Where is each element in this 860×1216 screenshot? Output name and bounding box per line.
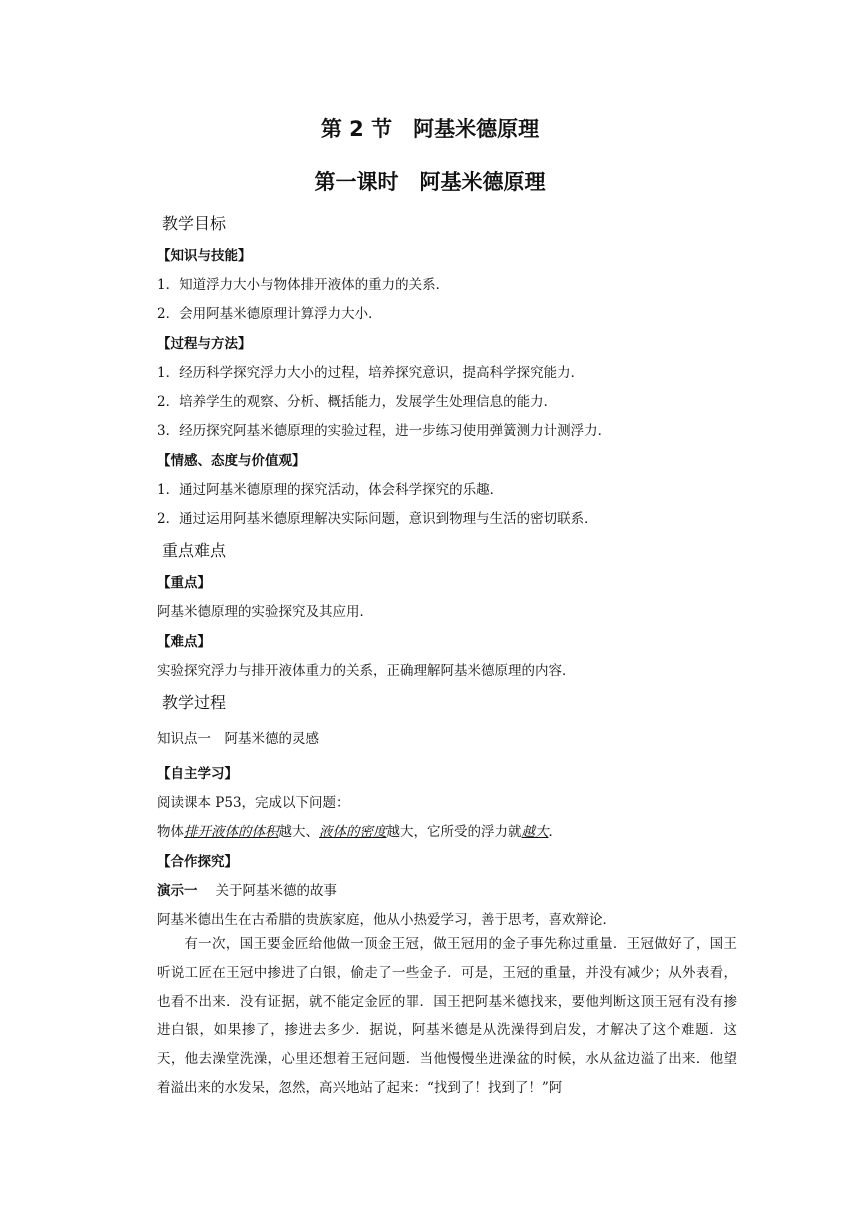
question-text: 越大、 (278, 824, 319, 840)
demo-label: 演示一 (157, 883, 198, 899)
story-paragraph-2 (157, 930, 737, 1103)
knowledge-point-heading: 知识点一 阿基米德的灵感 (157, 731, 319, 747)
list-item: 2．会用阿基米德原理计算浮力大小． (157, 306, 382, 322)
list-item: 1．经历科学探究浮力大小的过程，培养探究意识，提高科学探究能力． (157, 365, 585, 381)
self-study-intro: 阅读课本 P53，完成以下问题： (157, 795, 350, 811)
story-paragraph-2-text: 有一次，国王要金匠给他做一顶金王冠，做王冠用的金子事先称过重量．王冠做好了，国王听说工匠在王冠中掺进了白银，偷走了一些金子．可是，王冠的重量，并没有减少；从外表看，也看不出来．没有证据，就不能定金匠的罪．国王把阿基米德找来，要他判断这顶王冠有没有掺进白银，如果掺了，掺进去多少．据说，阿基米德是从洗澡得到启发，才解决了这个难题．这天，他去澡堂洗澡，心里还想着王冠问题．当他慢慢坐进澡盆的时候，水从盆边溢了出来．他望着溢出来的水发呆，忽然，高兴地站了起来：“找到了！找到了！”阿 (157, 936, 737, 1096)
question-text: ． (548, 824, 562, 840)
list-item: 2．培养学生的观察、分析、概括能力，发展学生处理信息的能力． (157, 394, 558, 410)
question-text: 物体 (157, 824, 184, 840)
list-item: 3．经历探究阿基米德原理的实验过程，进一步练习使用弹簧测力计测浮力． (157, 423, 612, 439)
section-heading-key-points: 重点难点 (162, 541, 227, 560)
list-item: 1．知道浮力大小与物体排开液体的重力的关系． (157, 277, 450, 293)
key-point-text: 阿基米德原理的实验探究及其应用． (157, 604, 373, 620)
bracket-heading-knowledge: 【知识与技能】 (157, 248, 252, 264)
answer-blank: 越大 (521, 824, 549, 840)
question-text: 越大，它所受的浮力就 (386, 824, 522, 840)
self-study-question (157, 820, 562, 840)
bracket-heading-difficulty: 【难点】 (157, 634, 211, 650)
list-item: 2．通过运用阿基米德原理解决实际问题，意识到物理与生活的密切联系． (157, 511, 598, 527)
section-heading-goals: 教学目标 (162, 214, 227, 233)
bracket-heading-self-study: 【自主学习】 (157, 766, 238, 782)
difficulty-text: 实验探究浮力与排开液体重力的关系，正确理解阿基米德原理的内容． (157, 663, 576, 679)
demo-heading (157, 879, 337, 899)
answer-blank: 排开液体的体积 (184, 824, 279, 840)
demo-title: 关于阿基米德的故事 (215, 883, 337, 899)
story-paragraph-1: 阿基米德出生在古希腊的贵族家庭，他从小热爱学习，善于思考，喜欢辩论． (157, 912, 616, 928)
bracket-heading-key: 【重点】 (157, 575, 211, 591)
section-heading-process: 教学过程 (162, 693, 227, 712)
bracket-heading-emotion: 【情感、态度与价值观】 (157, 453, 306, 469)
page-subtitle: 第一课时 阿基米德原理 (314, 170, 546, 194)
page-title: 第 2 节 阿基米德原理 (320, 117, 540, 141)
bracket-heading-coop: 【合作探究】 (157, 854, 238, 870)
answer-blank: 液体的密度 (319, 824, 387, 840)
bracket-heading-process-method: 【过程与方法】 (157, 336, 252, 352)
list-item: 1．通过阿基米德原理的探究活动，体会科学探究的乐趣． (157, 482, 504, 498)
